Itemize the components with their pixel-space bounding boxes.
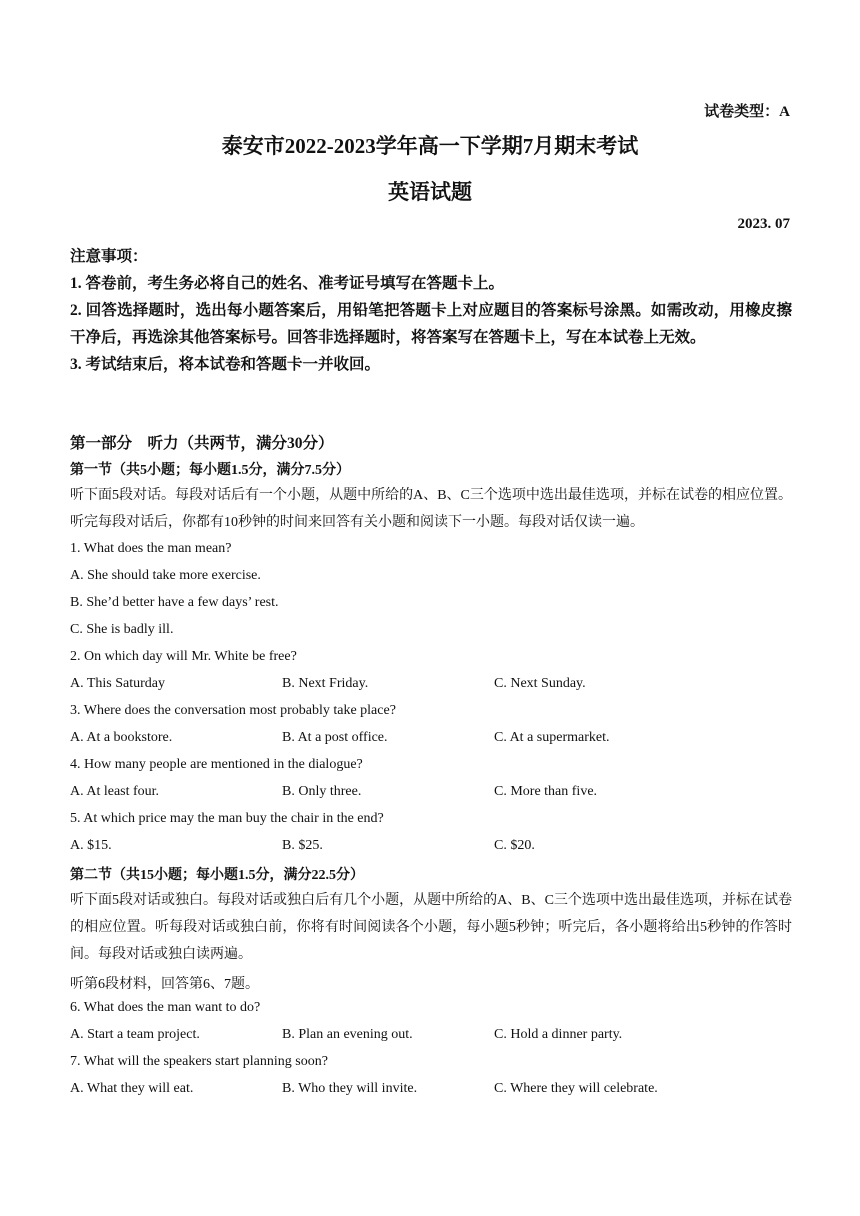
exam-type-label: 试卷类型：A (704, 104, 790, 120)
exam-title: 泰安市2022-2023学年高一下学期7月期末考试 (221, 134, 639, 158)
question-7-option-a: A. What they will eat. (70, 1081, 194, 1096)
question-2-option-c: C. Next Sunday. (494, 676, 586, 691)
question-7-option-c: C. Where they will celebrate. (494, 1081, 658, 1096)
question-2-options (70, 676, 792, 696)
question-5: 5. At which price may the man buy the chair in the end? (70, 811, 384, 826)
question-1-option-a: A. She should take more exercise. (70, 568, 261, 583)
section2-material-note: 听第6段材料，回答第6、7题。 (70, 977, 259, 992)
question-1-option-b: B. She’d better have a few days’ rest. (70, 595, 279, 610)
section1-title: 第一节（共5小题；每小题1.5分，满分7.5分） (70, 463, 350, 478)
notes-heading: 注意事项： (70, 248, 148, 265)
question-5-option-a: A. $15. (70, 838, 112, 853)
question-1-option-c: C. She is badly ill. (70, 622, 174, 637)
section2-title: 第二节（共15小题；每小题1.5分，满分22.5分） (70, 868, 364, 883)
notes-item-1: 1. 答卷前，考生务必将自己的姓名、准考证号填写在答题卡上。 (70, 275, 505, 292)
question-2-option-b: B. Next Friday. (282, 676, 369, 691)
question-3-option-b: B. At a post office. (282, 730, 388, 745)
question-5-option-b: B. $25. (282, 838, 323, 853)
question-2-option-a: A. This Saturday (70, 676, 166, 691)
question-3-option-a: A. At a bookstore. (70, 730, 173, 745)
notes-item-2: 2. 回答选择题时，选出每小题答案后，用铅笔把答题卡上对应题目的答案标号涂黑。如需改动，用橡皮擦干净后，再选涂其他答案标号。回答非选择题时，将答案写在答题卡上，写在本试卷上无效。 (70, 302, 792, 346)
question-6-option-a: A. Start a team project. (70, 1027, 200, 1042)
question-1: 1. What does the man mean? (70, 541, 232, 556)
question-7-option-b: B. Who they will invite. (282, 1081, 418, 1096)
question-4: 4. How many people are mentioned in the dialogue? (70, 757, 363, 772)
question-3-options (70, 730, 792, 750)
question-6: 6. What does the man want to do? (70, 1000, 261, 1015)
exam-subtitle: 英语试题 (388, 180, 472, 204)
question-6-option-c: C. Hold a dinner party. (494, 1027, 623, 1042)
section2-instructions: 听下面5段对话或独白。每段对话或独白后有几个小题，从题中所给的A、B、C三个选项中选出最佳选项，并标在试卷的相应位置。听每段对话或独白前，你将有时间阅读各个小题，每小题5秒钟；听完后，各小题将给出5秒钟的作答时间。每段对话或独白读两遍。 (70, 893, 792, 962)
question-2: 2. On which day will Mr. White be free? (70, 649, 297, 664)
question-5-options (70, 838, 792, 858)
question-3-option-c: C. At a supermarket. (494, 730, 610, 745)
exam-date: 2023. 07 (737, 216, 790, 232)
section1-instructions: 听下面5段对话。每段对话后有一个小题，从题中所给的A、B、C三个选项中选出最佳选项，并标在试卷的相应位置。听完每段对话后，你都有10秒钟的时间来回答有关小题和阅读下一小题。每段对话仅读一遍。 (70, 488, 792, 530)
notes-block (70, 243, 792, 378)
question-6-options (70, 1027, 792, 1047)
question-4-options (70, 784, 792, 804)
question-6-option-b: B. Plan an evening out. (282, 1027, 413, 1042)
question-4-option-a: A. At least four. (70, 784, 160, 799)
question-4-option-c: C. More than five. (494, 784, 598, 799)
question-4-option-b: B. Only three. (282, 784, 362, 799)
question-3: 3. Where does the conversation most probably take place? (70, 703, 396, 718)
question-7-options (70, 1081, 792, 1101)
notes-item-3: 3. 考试结束后，将本试卷和答题卡一并收回。 (70, 356, 381, 373)
part1-title: 第一部分 听力（共两节，满分30分） (70, 435, 334, 452)
question-7: 7. What will the speakers start planning soon? (70, 1054, 328, 1069)
question-5-option-c: C. $20. (494, 838, 535, 853)
